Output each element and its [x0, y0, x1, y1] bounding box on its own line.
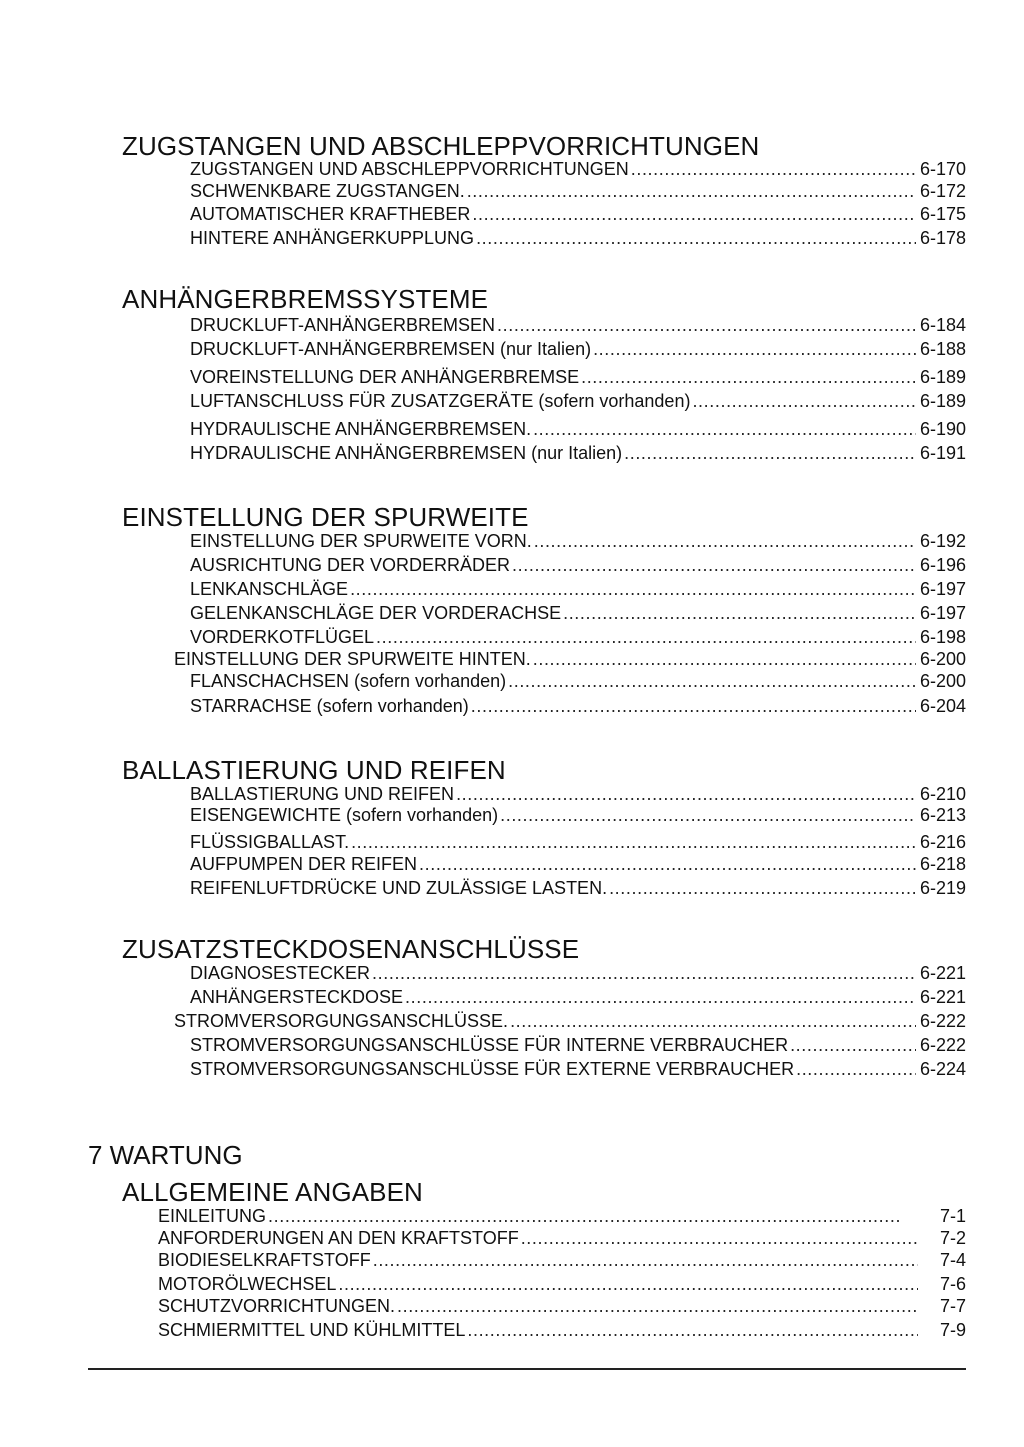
toc-entry-page: 6-204 [919, 696, 966, 716]
toc-entry-page: 6-219 [919, 878, 966, 898]
toc-entry-page: 7-4 [939, 1250, 966, 1270]
toc-entry-page: 7-7 [939, 1296, 966, 1316]
toc-entry-page: 6-190 [919, 419, 966, 439]
toc-entry-label: SCHMIERMITTEL UND KÜHLMITTEL [158, 1320, 466, 1340]
toc-entry-label: GELENKANSCHLÄGE DER VORDERACHSE [190, 603, 562, 623]
toc-entry-page: 6-197 [919, 603, 966, 623]
toc-entry-page: 6-224 [919, 1059, 966, 1079]
toc-entry[interactable] [190, 877, 966, 899]
toc-entry[interactable] [190, 986, 966, 1008]
toc-entry-label: SCHWENKBARE ZUGSTANGEN. [190, 181, 465, 201]
toc-entry-label: DIAGNOSESTECKER [190, 963, 371, 983]
toc-entry[interactable] [158, 1205, 966, 1227]
toc-entry[interactable] [158, 1249, 966, 1271]
toc-entry-page: 6-191 [919, 443, 966, 463]
toc-entry[interactable] [158, 1319, 966, 1341]
toc-entry-page: 6-175 [919, 204, 966, 224]
toc-entry[interactable] [190, 442, 966, 464]
footer-rule [88, 1368, 966, 1370]
toc-entry[interactable] [190, 695, 966, 717]
toc-entry-page: 7-6 [939, 1274, 966, 1294]
toc-entry-page: 6-200 [919, 671, 966, 691]
toc-entry-label: BIODIESELKRAFTSTOFF [158, 1250, 371, 1270]
toc-entry-page: 6-210 [919, 784, 966, 804]
toc-entry-label: STROMVERSORGUNGSANSCHLÜSSE FÜR INTERNE VERBRAUCHER [190, 1035, 789, 1055]
toc-entry[interactable] [190, 203, 966, 225]
toc-entry-page: 6-197 [919, 579, 966, 599]
toc-entry[interactable] [190, 853, 966, 875]
toc-entry-page: 7-2 [939, 1228, 966, 1248]
section-title-track-width: EINSTELLUNG DER SPURWEITE [122, 502, 529, 532]
toc-entry-label: STROMVERSORGUNGSANSCHLÜSSE. [174, 1011, 509, 1031]
toc-entry[interactable] [190, 670, 966, 692]
toc-entry-page: 6-172 [919, 181, 966, 201]
toc-entry[interactable] [190, 831, 966, 853]
toc-entry[interactable] [174, 1010, 966, 1032]
toc-entry[interactable] [190, 578, 966, 600]
toc-entry-label: BALLASTIERUNG UND REIFEN [190, 784, 455, 804]
toc-entry-page: 6-189 [919, 391, 966, 411]
toc-entry[interactable] [190, 804, 966, 826]
toc-entry[interactable] [190, 158, 966, 180]
toc-entry-page: 6-221 [919, 987, 966, 1007]
chapter-title: 7 WARTUNG [88, 1140, 243, 1170]
toc-entry[interactable] [190, 783, 966, 805]
toc-entry-label: HYDRAULISCHE ANHÄNGERBREMSEN. [190, 419, 532, 439]
section-title-ballast-tyres: BALLASTIERUNG UND REIFEN [122, 755, 506, 785]
section-title-drawbars: ZUGSTANGEN UND ABSCHLEPPVORRICHTUNGEN [122, 131, 760, 161]
toc-entry-page: 6-188 [919, 339, 966, 359]
toc-entry[interactable] [190, 180, 966, 202]
toc-entry-label: ZUGSTANGEN UND ABSCHLEPPVORRICHTUNGEN [190, 159, 629, 179]
toc-entry[interactable] [190, 418, 966, 440]
toc-entry-label: SCHUTZVORRICHTUNGEN. [158, 1296, 395, 1316]
toc-entry-page: 7-9 [939, 1320, 966, 1340]
toc-entry-page: 6-216 [919, 832, 966, 852]
toc-entry-label: ANFORDERUNGEN AN DEN KRAFTSTOFF [158, 1228, 519, 1248]
toc-entry-label: LUFTANSCHLUSS FÜR ZUSATZGERÄTE (sofern vorhanden) [190, 391, 691, 411]
toc-entry[interactable] [158, 1227, 966, 1249]
toc-entry-page: 6-200 [919, 649, 966, 669]
toc-entry-label: DRUCKLUFT-ANHÄNGERBREMSEN [190, 315, 496, 335]
toc-entry-label: VORDERKOTFLÜGEL [190, 627, 375, 647]
toc-entry[interactable] [190, 1034, 966, 1056]
toc-entry[interactable] [158, 1295, 966, 1317]
toc-entry-label: EINSTELLUNG DER SPURWEITE VORN. [190, 531, 532, 551]
toc-entry-page: 6-198 [919, 627, 966, 647]
toc-entry-page: 6-218 [919, 854, 966, 874]
toc-entry-label: EINSTELLUNG DER SPURWEITE HINTEN. [174, 649, 531, 669]
toc-entry-label: DRUCKLUFT-ANHÄNGERBREMSEN (nur Italien) [190, 339, 592, 359]
toc-entry-label: AUTOMATISCHER KRAFTHEBER [190, 204, 471, 224]
toc-entry-label: LENKANSCHLÄGE [190, 579, 349, 599]
toc-entry-label: FLANSCHACHSEN (sofern vorhanden) [190, 671, 507, 691]
toc-entry-page: 6-170 [919, 159, 966, 179]
toc-entry-label: FLÜSSIGBALLAST. [190, 832, 350, 852]
toc-entry[interactable] [190, 626, 966, 648]
toc-entry[interactable] [190, 554, 966, 576]
toc-entry-page: 6-192 [919, 531, 966, 551]
toc-entry[interactable] [190, 390, 966, 412]
toc-entry[interactable] [190, 1058, 966, 1080]
toc-entry[interactable] [190, 962, 966, 984]
toc-entry-page: 6-213 [919, 805, 966, 825]
toc-entry-page: 6-222 [919, 1011, 966, 1031]
toc-entry-label: AUSRICHTUNG DER VORDERRÄDER [190, 555, 511, 575]
toc-entry-page: 6-184 [919, 315, 966, 335]
toc-entry-page: 6-196 [919, 555, 966, 575]
toc-entry[interactable] [190, 530, 966, 552]
toc-entry-label: HYDRAULISCHE ANHÄNGERBREMSEN (nur Italien) [190, 443, 623, 463]
toc-entry-label: STROMVERSORGUNGSANSCHLÜSSE FÜR EXTERNE VERBRAUCHER [190, 1059, 795, 1079]
section-title-general: ALLGEMEINE ANGABEN [122, 1177, 423, 1207]
toc-entry-label: VOREINSTELLUNG DER ANHÄNGERBREMSE [190, 367, 580, 387]
toc-entry[interactable] [158, 1273, 966, 1295]
toc-entry[interactable] [174, 648, 966, 670]
section-title-sockets: ZUSATZSTECKDOSENANSCHLÜSSE [122, 934, 580, 964]
toc-entry[interactable] [190, 602, 966, 624]
toc-entry-label: HINTERE ANHÄNGERKUPPLUNG [190, 228, 475, 248]
toc-entry[interactable] [190, 338, 966, 360]
section-title-trailer-brakes: ANHÄNGERBREMSSYSTEME [122, 284, 489, 314]
toc-entry-label: MOTORÖLWECHSEL [158, 1274, 337, 1294]
toc-entry-label: EINLEITUNG [158, 1206, 267, 1226]
toc-entry[interactable] [190, 227, 966, 249]
toc-entry-page: 6-178 [919, 228, 966, 248]
toc-entry-page: 6-221 [919, 963, 966, 983]
toc-entry[interactable] [190, 314, 966, 336]
toc-entry-label: STARRACHSE (sofern vorhanden) [190, 696, 469, 716]
toc-entry-page: 6-189 [919, 367, 966, 387]
toc-entry-label: ANHÄNGERSTECKDOSE [190, 987, 404, 1007]
toc-entry-label: REIFENLUFTDRÜCKE UND ZULÄSSIGE LASTEN. [190, 878, 608, 898]
toc-entry-page: 6-222 [919, 1035, 966, 1055]
toc-entry-page: 7-1 [939, 1206, 966, 1226]
toc-entry[interactable] [190, 366, 966, 388]
toc-entry-label: EISENGEWICHTE (sofern vorhanden) [190, 805, 499, 825]
toc-entry-label: AUFPUMPEN DER REIFEN [190, 854, 418, 874]
